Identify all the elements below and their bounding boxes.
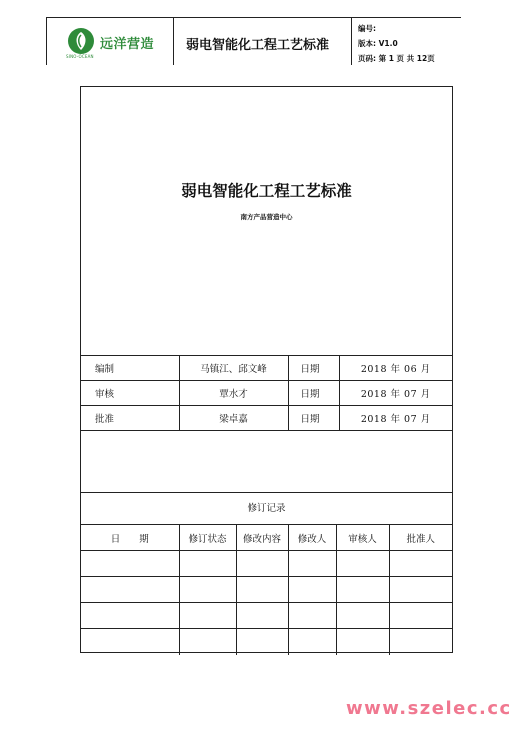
signoff-role: 审核 [81,381,179,406]
document-header [46,17,461,64]
table-row [81,406,452,431]
table-cell [336,551,389,577]
table-cell [179,551,236,577]
table-cell [389,629,452,655]
column-header: 修改内容 [236,525,288,551]
signoff-date: 2018 年 07 月 [339,381,452,406]
logo-leaf-icon [66,26,96,56]
document-version: 版本: V1.0 [358,39,398,48]
table-cell [179,603,236,629]
signoff-name: 梁卓嘉 [179,406,288,431]
table-cell [288,603,336,629]
table-cell [288,551,336,577]
signoff-name: 覃水才 [179,381,288,406]
table-header-row [81,525,452,551]
table-cell [288,629,336,655]
column-header: 批准人 [389,525,452,551]
page-number: 页码: 第 1 页 共 12页 [358,54,435,63]
table-row [81,603,452,629]
revision-record-title: 修订记录 [81,492,452,525]
document-code: 编号: [358,24,376,33]
header-title: 弱电智能化工程工艺标准 [186,38,330,53]
table-cell [81,603,179,629]
table-cell [389,551,452,577]
column-header: 修订状态 [179,525,236,551]
cover-title: 弱电智能化工程工艺标准 [181,181,352,200]
table-cell [81,551,179,577]
table-cell [288,577,336,603]
table-cell [336,629,389,655]
column-header: 审核人 [336,525,389,551]
table-cell [389,603,452,629]
signoff-name: 马镇江、邱文峰 [179,356,288,381]
table-row [81,629,452,655]
signoff-date-label: 日期 [288,356,339,381]
signoff-date-label: 日期 [288,381,339,406]
table-cell [81,577,179,603]
signoff-date: 2018 年 06 月 [339,356,452,381]
table-cell [389,577,452,603]
column-header: 日 期 [81,525,179,551]
signoff-date: 2018 年 07 月 [339,406,452,431]
column-header: 修改人 [288,525,336,551]
logo-subtext: SINO-OCEAN [66,54,94,59]
header-divider [173,18,174,65]
signoff-table [81,355,452,431]
revision-table [81,524,452,655]
signoff-date-label: 日期 [288,406,339,431]
table-row [81,356,452,381]
site-watermark: www.szelec.cc [346,698,512,719]
table-cell [81,629,179,655]
signoff-role: 编制 [81,356,179,381]
table-cell [236,551,288,577]
header-divider [351,18,352,65]
table-cell [336,577,389,603]
table-cell [236,603,288,629]
cover-subtitle: 南方产品营造中心 [240,213,293,221]
table-cell [236,629,288,655]
company-logo [66,26,166,60]
table-cell [179,577,236,603]
table-row [81,577,452,603]
cover-frame [80,86,453,653]
table-cell [179,629,236,655]
table-cell [336,603,389,629]
table-cell [236,577,288,603]
header-divider [46,18,47,65]
logo-text: 远洋营造 [100,37,155,52]
signoff-role: 批准 [81,406,179,431]
table-row [81,381,452,406]
table-row [81,551,452,577]
